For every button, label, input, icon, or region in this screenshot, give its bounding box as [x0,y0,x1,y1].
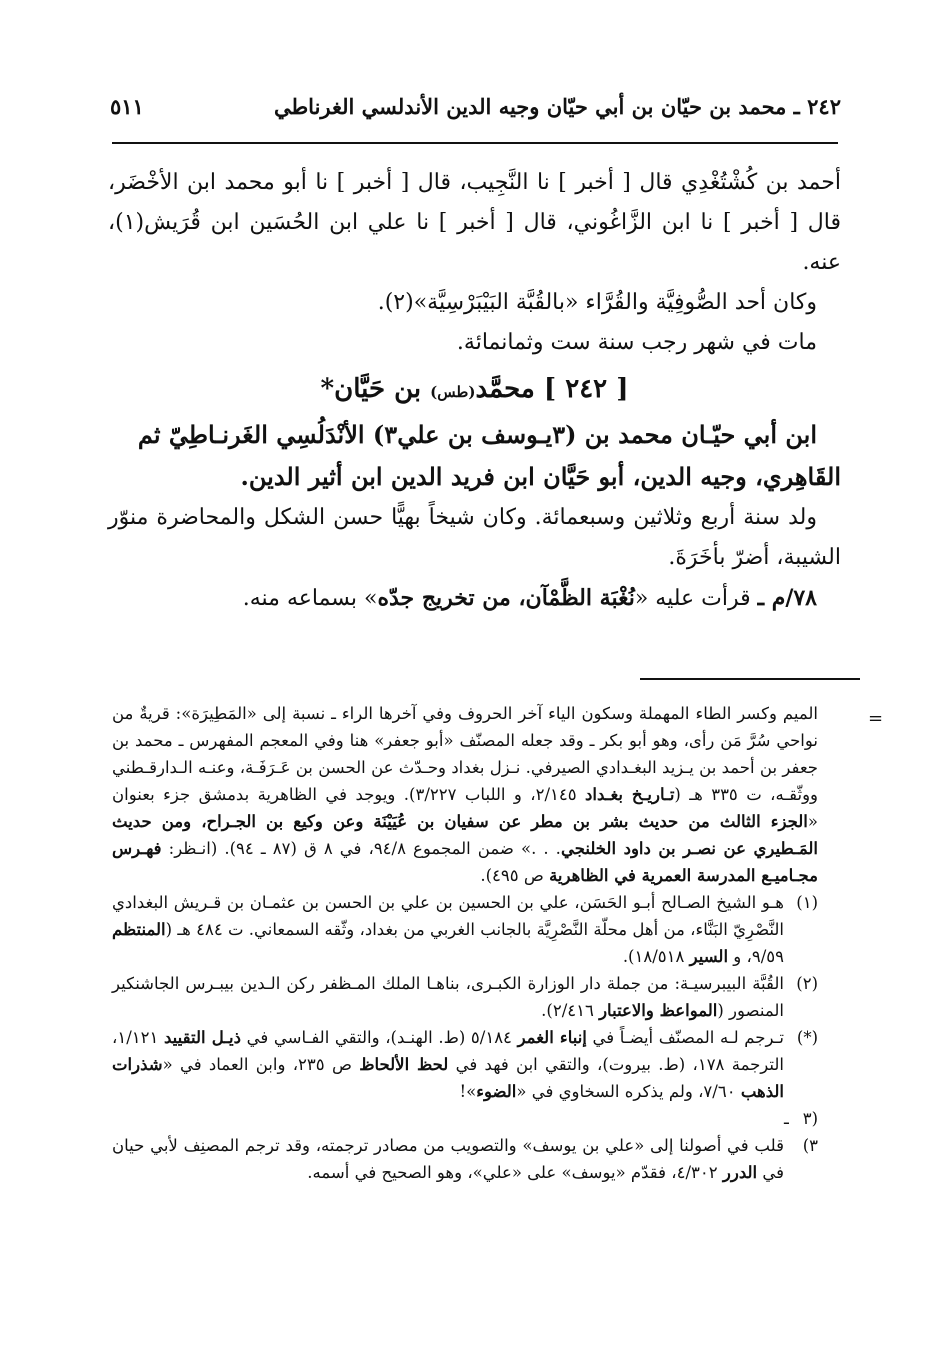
entry-heading [108,367,841,414]
footnote-continuation-marker: = [868,708,884,729]
footnote-star: (*)تـرجم لـه المصنّف أيضـاً في إنباء الغمر ٥/١٨٤ (ط. الهنـد)، والتقي الفـاسي في ذيـل التقييد ١/١٢١، الترجمة ١٧٨، (ط. بيروت)، والتقي ابن فهد في لحظ الألحاظ ص ٢٣٥، وابن العماد في «شذرات الذهب ٧/٦٠، ولم يذكره السخاوي في «الضوء»! [112,1024,818,1105]
footnote-3: (٣ ـ ٣)قلب في أصولنا إلى «علي بن يوسف» والتصويب من مصادر ترجمته، وقد ترجم المصنِف لأبي حيان في الدرر ٤/٣٠٢، فقدّم «يوسف» على «علي»، وهو الصحيح في أسمه. [112,1105,818,1186]
reading-end: » بسماعه منه. [242,586,378,611]
footnote-rule [640,678,860,680]
reading-book-title: نُغْبَة الظَّمْآن، من تخريج جدّه [377,585,635,611]
entry-name-line-1: ابن أبي حيّـان محمد بن (٣يـوسف بن علي٣) الأنْدَلُسِي الغَرنـاطِيّ ثم [137,420,817,449]
paragraph-isnad: أحمد بن كُشْتُغْدِي قال [ أخبر ] نا النَّجِيب، قال [ أخبر ] نا أبو محمد ابن الأخْضَر، قال [ أخبر ] نا ابن الزَّاغُوني، قال [ أخبر ] نا علي ابن الحُسَين ابن قُرَيش(١)، عنه. [108,170,841,275]
footnote-continuation: الميم وكسر الطاء المهملة وسكون الياء آخر الحروف وفي آخرها الراء ـ نسبة إلى «المَطِيرَة»: قريةٌ من نواحي سُرَّ مَن رأى، وهو أبو بكر ـ وقد جعله المصنّف «أبو جعفر» هنا وفي المعجم المفهرس ـ محمد بن جعفر بن أحمد بن يـزيد البغـدادي الصيرفي. نـزل بغداد وحـدّث عن الحسن بن عَـرَفَـة، وعنـه الـدارقـطني ووثّقـه، ت ٣٣٥ هـ (تـاريـخ بغـداد ٢/١٤٥، و اللباب ٣/٢٢٧). ويوجد في الظاهرية بدمشق جزء بعنوان «الجزء الثالث من حديث بشر بن مطر عن سفيان بن عُيَيْنَة وعن وكيع بن الجـراح، ومن حديث المَـطيري عن نصـر بن داود الخلنجي. . .» ضمن المجموع ٩٤/٨، في ٨ ق (٨٧ ـ ٩٤). (انـظر: فهـرس مجـاميـع المدرسة العمرية في الظاهرية ص ٤٩٥). [112,704,819,885]
paragraph-reading [108,578,841,619]
reading-text: قرأت عليه « [634,586,758,611]
footnote-1-number: (١) [796,893,818,912]
running-header [110,86,841,126]
footnotes [112,700,818,1186]
running-header-title: ٢٤٢ ـ محمد بن حيّان بن أبي حيّان وجيه الدين الأندلسي الغرناطي [273,93,841,119]
entry-heading-mark: (طس) [430,383,476,401]
footnote-2-number: (٢) [796,974,818,993]
entry-heading-prefix: [ ٢٤٢ ] محمَّد [475,374,629,404]
footnote-star-number: (*) [796,1028,819,1047]
page-number: ٥١١ [110,93,144,119]
entry-heading-suffix: بن حَيَّان* [320,374,431,404]
paragraph-sufi: وكان أحد الصُّوفِيَّة والقُرَّاء «بالقُبَّة البَيْبَرْسِيَّة»(٢). [377,290,817,315]
footnote-1: (١)هـو الشيخ الصـالح أبـو الحَسَن، علي بن الحسين بن علي بن الحسن بن عثمـان بن قـريش البغدادي النَّصْرِيّ البَنَّاء، من أهل محلّة النَّصْرِيَّة بالجانب الغربي من بغداد، وثّقه السمعاني. ت ٤٨٤ هـ (المنتظم ٩/٥٩، و السير ١٨/٥١٨). [112,889,818,970]
footnote-3-number: (٣ ـ ٣) [784,1109,818,1155]
entry-name-line-2: القَاهِري، وجيه الدين، أبو حَيَّان ابن فريد الدين ابن أثير الدين. [240,462,841,491]
paragraph-death: مات في شهر رجب سنة ست وثمانمائة. [456,330,817,355]
header-rule [112,142,838,144]
paragraph-birth: ولد سنة أربع وثلاثين وسبعمائة. وكان شيخاً بهيًّا حسن الشكل والمحاضرة منوّر الشيبة، أضرّ بأخَرَةَ. [108,505,841,570]
main-text [108,163,841,619]
reading-number: ٧٨/م ـ [757,585,817,611]
footnote-2: (٢)القُبَّة البيبرسيـة: من جملة دار الوزارة الكبـرى، بناهـا الملك المـظفر ركن الـدين بيبـرس الجاشنكير المنصور (المواعظ والاعتبار ٢/٤١٦). [112,970,818,1024]
